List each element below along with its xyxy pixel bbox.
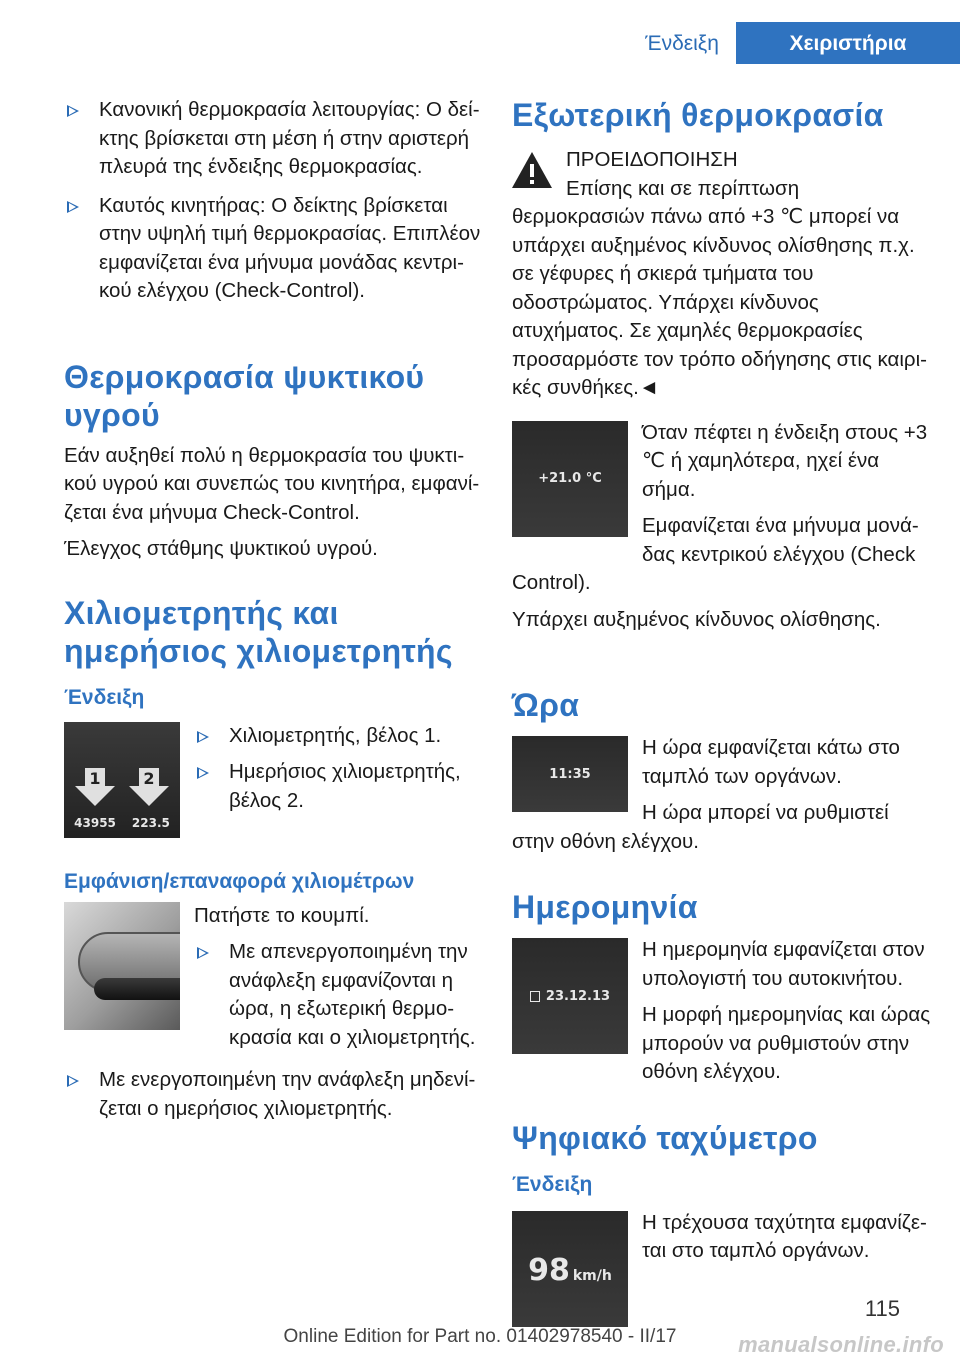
section-title-speedo: Ψηφιακό ταχύμετρο: [512, 1119, 818, 1156]
reset-text: [194, 902, 484, 1061]
reset-block: [64, 902, 484, 1061]
speedo-block: [512, 1209, 932, 1288]
temp-paragraph-3: Υπάρχει αυξημένος κίνδυνος ολίσθησης.: [512, 607, 881, 631]
section-title-coolant: Θερμοκρασία ψυκτικού υγρού: [64, 358, 425, 433]
bullet-triangle-icon: [197, 947, 209, 959]
calendar-icon: [530, 991, 540, 1002]
section-title-time: Ώρα: [512, 687, 580, 723]
list-item: Με ενεργοποιημένη την ανάφλεξη μηδενίζεται ο ημερήσιος χιλιομετρητής.: [64, 1066, 484, 1123]
edition-footer: Online Edition for Part no. 01402978540 - II/17: [283, 1326, 677, 1347]
watermark: manualsonline.info: [738, 1332, 944, 1357]
tab-display: Ένδειξη: [645, 32, 719, 55]
bullet-triangle-icon: [197, 767, 209, 779]
subsection-speedo-display: Ένδειξη: [512, 1172, 593, 1196]
bullet-triangle-icon: [67, 105, 79, 117]
odometer-block: [64, 722, 484, 838]
odometer-values: 43955 223.5: [74, 815, 170, 830]
list-item: Κανονική θερμοκρασία λειτουργίας: Ο δείκτης βρίσκεται στη μέση ή στην αριστερή πλευρά της ένδειξης θερμοκρασίας.: [64, 96, 484, 182]
date-block: [512, 936, 932, 1095]
arrow-down-icon: 2: [129, 768, 169, 808]
odometer-image: [64, 722, 180, 838]
odometer-list: [194, 722, 484, 838]
section-title-date: Ημερομηνία: [512, 889, 698, 925]
time-block: [512, 734, 932, 864]
section-title-odometer: Χιλιομετρητής και ημερήσιος χιλιομετρητής: [64, 594, 453, 669]
header-tabs: [628, 22, 960, 64]
temp-display-image: +21.0 °C: [512, 421, 628, 537]
bullet-triangle-icon: [67, 1075, 79, 1087]
speedo-paragraph: Η τρέχουσα ταχύτητα εμφανίζεται στο ταμπλό οργάνων.: [642, 1210, 927, 1262]
bullet-triangle-icon: [67, 201, 79, 213]
subsection-display: Ένδειξη: [64, 685, 145, 709]
left-column: [64, 96, 484, 1131]
tab-controls: Χειριστήρια: [736, 22, 960, 64]
time-display-image: 11:35: [512, 736, 628, 812]
date-paragraph-1: Η ημερομηνία εμφανίζεται στον υπολογιστή του αυτοκινήτου.: [642, 938, 925, 990]
list-item: Χιλιομετρητής, βέλος 1.: [194, 722, 484, 751]
speed-display-image: 98 km/h: [512, 1211, 628, 1327]
coolant-check-paragraph: Έλεγχος στάθμης ψυκτικού υγρού.: [64, 537, 378, 560]
temp-paragraph-2: Εμφανίζεται ένα μήνυμα μονάδας κεντρικού ελέγχου (Check Control).: [512, 514, 919, 594]
coolant-paragraph: Εάν αυξηθεί πολύ η θερμοκρασία του ψυκτικού υγρού και συνεπώς του κινητήρα, εμφανίζεται ένα μήνυμα Check-Control.: [64, 443, 480, 524]
right-column: [512, 96, 932, 1333]
list-item: Με απενεργοποιημένη την ανάφλεξη εμφανίζονται η ώρα, η εξωτερική θερμοκρασία και ο χιλιομετρητής.: [194, 938, 484, 1052]
date-paragraph-2: Η μορφή ημερομηνίας και ώρας μπορούν να ρυθμιστούν στην οθόνη ελέγχου.: [642, 1003, 931, 1083]
odometer-arrows: [75, 768, 169, 808]
temp-block: [512, 419, 932, 635]
warning-icon: [512, 152, 552, 188]
time-paragraph-1: Η ώρα εμφανίζεται κάτω στο ταμπλό των οργάνων.: [642, 736, 900, 788]
bullet-triangle-icon: [197, 731, 209, 743]
reset-button-image: [64, 902, 180, 1030]
warning-label: ΠΡΟΕΙΔΟΠΟΙΗΣΗ: [566, 148, 738, 171]
subsection-reset: Εμφάνιση/επαναφορά χιλιομέτρων: [64, 869, 415, 893]
page-number: 115: [864, 1296, 900, 1321]
temp-paragraph-1: Όταν πέφτει η ένδειξη στους +3 ℃ ή χαμηλότερα, ηχεί ένα σήμα.: [642, 420, 928, 501]
list-item: Ημερήσιος χιλιομετρητής, βέλος 2.: [194, 758, 484, 815]
list-item: Καυτός κινητήρας: Ο δείκτης βρίσκεται στην υψηλή τιμή θερμοκρασίας. Επιπλέον εμφανίζεται ένα μήνυμα μονάδας κεντρικού ελέγχου (Check-Control).: [64, 192, 484, 306]
press-button-text: Πατήστε το κουμπί.: [194, 903, 370, 927]
section-title-outside-temp: Εξωτερική θερμοκρασία: [512, 97, 884, 133]
arrow-down-icon: 1: [75, 768, 115, 808]
warning-text: Επίσης και σε περίπτωση θερμοκρασιών πάνω από +3 ℃ μπορεί να υπάρχει αυξημένος κίνδυνος ολίσθησης π.χ. σε γέφυρες ή σκιερά τμήματα του οδοστρώματος. Υπάρχει κίνδυνος ατυχήματος. Σε χαμηλές θερμοκρασίες προσαρμόστε τον τρόπο οδήγησης στις καιρικές συνθήκες.◄: [512, 176, 927, 399]
date-display-image: 23.12.13: [512, 938, 628, 1054]
button-icon: [94, 978, 180, 1000]
time-paragraph-2: Η ώρα μπορεί να ρυθμιστεί στην οθόνη ελέγχου.: [512, 801, 889, 853]
warning-block: [512, 146, 932, 403]
